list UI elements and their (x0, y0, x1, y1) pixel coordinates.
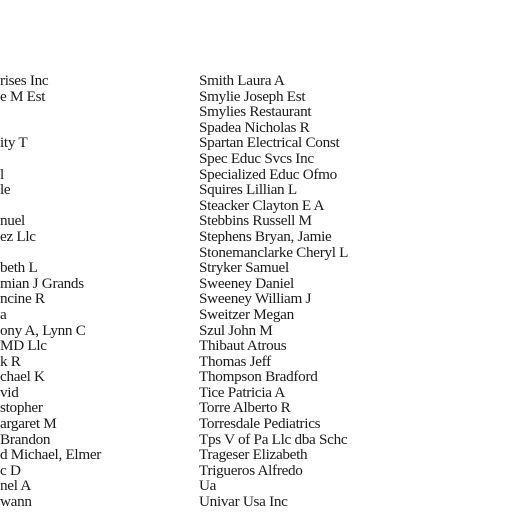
name-entry: Spec Educ Svcs Inc (199, 149, 314, 167)
name-entry: Trageser Elizabeth (199, 446, 308, 464)
name-entry: Sweitzer Megan (199, 305, 294, 323)
name-entry: nuel (0, 212, 25, 230)
name-entry (0, 120, 150, 136)
name-entry (0, 198, 150, 214)
name-entry: Thibaut Atrous (199, 337, 287, 355)
name-entry (0, 104, 150, 120)
name-entry: l (0, 165, 4, 183)
name-entry: beth L (0, 259, 38, 277)
name-entry: vid (0, 383, 19, 401)
name-entry (0, 151, 150, 167)
name-entry: Spartan Electrical Const (199, 134, 340, 152)
name-entry: d Michael, Elmer (0, 446, 102, 464)
name-entry: Ua (199, 477, 217, 495)
name-entry: Stonemanclarke Cheryl L (199, 243, 349, 261)
name-entry: Smylies Restaurant (199, 103, 312, 121)
name-entry: Smylie Joseph Est (199, 87, 306, 105)
name-entry: Steacker Clayton E A (199, 196, 325, 214)
name-entry: ncine R (0, 290, 45, 308)
name-entry: nel A (0, 477, 31, 495)
name-entry: Trigueros Alfredo (199, 461, 303, 479)
right-name-column (199, 73, 512, 510)
name-entry: Univar Usa Inc (199, 493, 288, 510)
name-entry: ez Llc (0, 227, 36, 245)
name-entry: Squires Lillian L (199, 181, 297, 199)
name-entry: Tps V of Pa Llc dba Schc (199, 430, 348, 448)
name-entry: ity T (0, 134, 28, 152)
name-entry: Sweeney Daniel (199, 274, 294, 292)
name-entry: Smith Laura A (199, 73, 285, 89)
name-entry: chael K (0, 368, 45, 386)
name-entry: k R (0, 352, 21, 370)
name-entry: mian J Grands (0, 274, 84, 292)
name-entry: c D (0, 461, 21, 479)
name-entry: Tice Patricia A (199, 383, 286, 401)
name-entry: Stephens Bryan, Jamie (199, 227, 332, 245)
name-entry: argaret M (0, 415, 57, 433)
name-entry: ony A, Lynn C (0, 321, 86, 339)
name-entry: Sweeney William J (199, 290, 312, 308)
name-entry: MD Llc (0, 337, 47, 355)
name-entry: le (0, 181, 11, 199)
name-entry: Brandon (0, 430, 51, 448)
name-entry: Stebbins Russell M (199, 212, 312, 230)
left-name-column (0, 73, 150, 510)
name-entry: a (0, 305, 7, 323)
name-entry: stopher (0, 399, 43, 417)
name-entry: Thompson Bradford (199, 368, 318, 386)
name-entry: wann (0, 493, 32, 510)
name-entry: Stryker Samuel (199, 259, 289, 277)
name-entry: Specialized Educ Ofmo (199, 165, 337, 183)
name-entry: Torresdale Pediatrics (199, 415, 321, 433)
name-entry: Szul John M (199, 321, 273, 339)
name-entry: Torre Alberto R (199, 399, 291, 417)
name-entry: rises Inc (0, 73, 49, 89)
name-entry (0, 245, 150, 261)
name-entry: Spadea Nicholas R (199, 118, 310, 136)
name-entry: e M Est (0, 87, 46, 105)
name-entry: Thomas Jeff (199, 352, 271, 370)
